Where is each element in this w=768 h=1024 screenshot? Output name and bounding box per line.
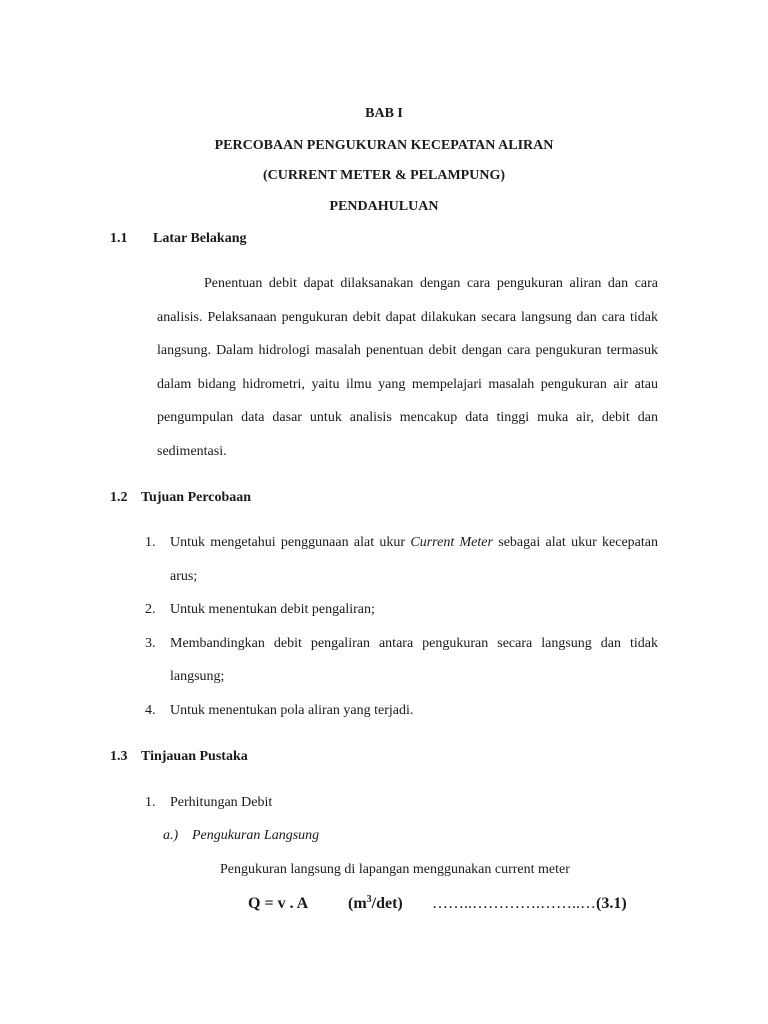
section-title: Tujuan Percobaan — [141, 490, 252, 505]
review-sub-item: a.) Pengukuran Langsung — [163, 828, 320, 843]
list-marker: 1. — [145, 795, 156, 810]
sub-marker: a.) — [163, 828, 179, 843]
equation-formula: Q = v . A — [248, 895, 309, 913]
equation-unit: $(m^3/\det)$ — [348, 894, 403, 913]
section-heading-1-2 — [110, 490, 251, 506]
equation-leader-dots: ……..………….……..… — [432, 895, 596, 913]
section-title: Latar Belakang — [153, 231, 247, 246]
list-item: 2. Untuk menentukan debit pengaliran; — [145, 593, 658, 627]
measurement-description: Pengukuran langsung di lapangan menggunakan current meter — [220, 862, 570, 877]
section-title: Tinjauan Pustaka — [141, 749, 248, 764]
section-number: 1.3 — [110, 749, 128, 764]
list-item: 3. Membandingkan debit pengaliran antara pengukuran secara langsung dan tidak langsung; — [145, 627, 658, 694]
list-marker: 1. — [145, 535, 156, 550]
list-item: 1. Untuk mengetahui penggunaan alat ukur Current Meter sebagai alat ukur kecepatan arus; — [145, 526, 658, 593]
chapter-label: BAB I — [365, 106, 403, 121]
section-number: 1.2 — [110, 490, 128, 505]
background-paragraph: Penentuan debit dapat dilaksanakan dengan cara pengukuran aliran dan cara analisis. Pelaksanaan pengukuran debit dapat dilakukan secara langsung dan cara tidak langsung. Dalam hidrologi masalah penentuan debit dengan cara pengukuran termasuk dalam bidang hidrometri, yaitu ilmu yang mempelajari masalah pengukuran air atau pengumpulan data dasar untuk analisis mencakup data tinggi muka air, debit dan sedimentasi. — [157, 276, 658, 459]
chapter-title: PERCOBAAN PENGUKURAN KECEPATAN ALIRAN — [214, 138, 554, 153]
list-marker: 4. — [145, 702, 156, 718]
chapter-subtitle: (CURRENT METER & PELAMPUNG) — [262, 168, 505, 183]
italic-term: Current Meter — [410, 535, 493, 550]
equation-number: (3.1) — [596, 895, 627, 913]
list-item: 4. Untuk menentukan pola aliran yang terjadi. — [145, 694, 658, 728]
equation-3-1 — [248, 894, 627, 913]
list-marker: 3. — [145, 635, 156, 651]
section-number: 1.1 — [110, 231, 128, 246]
review-list-item: 1. Perhitungan Debit — [145, 795, 273, 810]
section-heading-1-1 — [110, 231, 246, 247]
objectives-list — [145, 526, 658, 728]
chapter-section-title: PENDAHULUAN — [329, 199, 439, 214]
list-marker: 2. — [145, 602, 156, 618]
section-heading-1-3 — [110, 749, 248, 765]
